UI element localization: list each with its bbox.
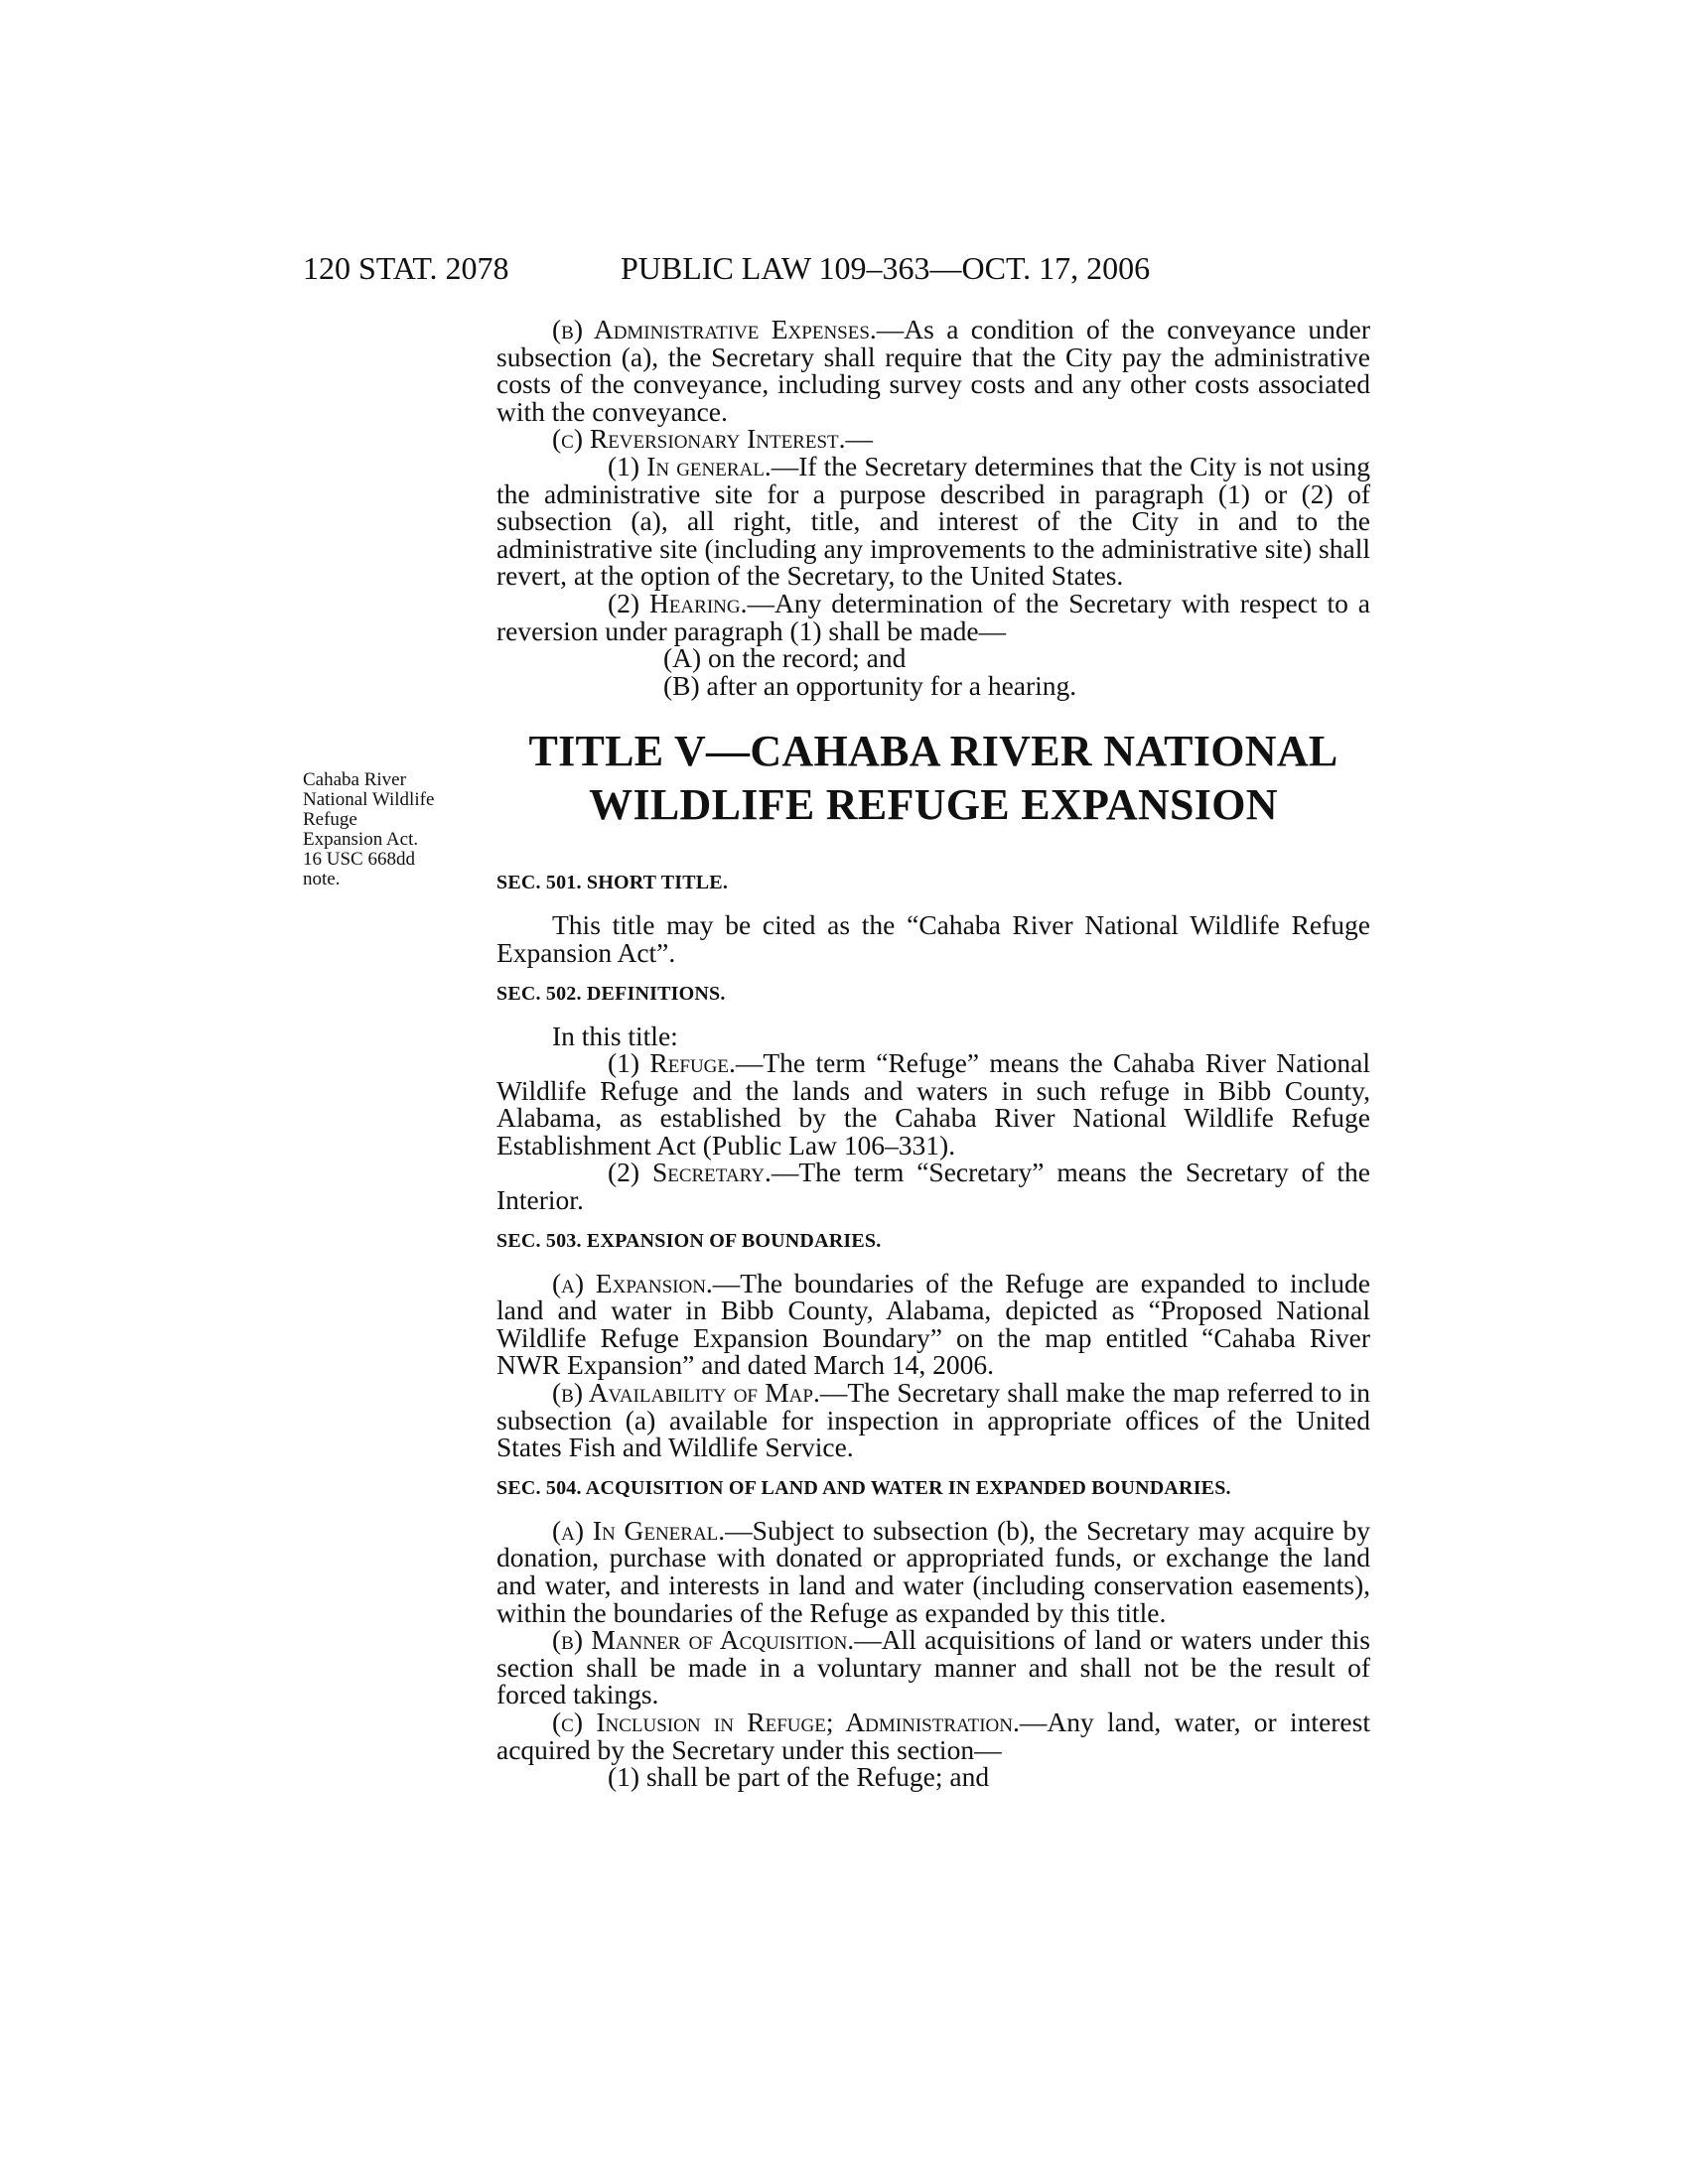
margin-note-line: National Wildlife <box>303 789 435 810</box>
paragraph-c-reversionary-interest <box>496 425 1370 453</box>
paragraph-heading: (1) Refuge. <box>608 1047 736 1079</box>
paragraph-text: —The Secretary shall make the map referred to in subsection (a) available for inspection in appropriate offices of the United States Fish and Wildlife Service. <box>496 1377 1370 1463</box>
paragraph-text: —All acquisitions of land or waters under this section shall be made in a voluntary manner and shall not be the result of forced takings. <box>496 1624 1370 1710</box>
definition-refuge <box>496 1049 1370 1159</box>
section-504-b <box>496 1626 1370 1708</box>
margin-note-line: 16 USC 668dd <box>303 849 415 870</box>
title-line: WILDLIFE REFUGE EXPANSION <box>589 780 1278 830</box>
paragraph-text: —The boundaries of the Refuge are expanded to include land and water in Bibb County, Alabama, depicted as “Proposed National Wildlife Refuge Expansion Boundary” on the map entitled “Cahaba River NWR Expansion” and dated March 14, 2006. <box>496 1267 1370 1381</box>
subsection-heading: (c) Reversionary Interest. <box>552 423 846 455</box>
section-502-intro: In this title: <box>552 1020 678 1051</box>
subsection-heading: (b) Manner of Acquisition. <box>552 1624 855 1656</box>
section-503-a <box>496 1267 1370 1381</box>
section-504-c <box>496 1708 1370 1763</box>
paragraph-text: —Any determination of the Secretary with respect to a reversion under paragraph (1) shall be made— <box>496 587 1370 646</box>
subparagraph-a: (A) on the record; and <box>663 642 907 674</box>
public-law-citation: PUBLIC LAW 109–363—OCT. 17, 2006 <box>621 250 1151 286</box>
section-504-c1: (1) shall be part of the Refuge; and <box>608 1761 990 1793</box>
section-503-b <box>496 1379 1370 1461</box>
paragraph-text: —As a condition of the conveyance under subsection (a), the Secretary shall require that the City pay the administrative costs of the conveyance, including survey costs and any other costs associated with the conveyance. <box>496 314 1370 427</box>
section-heading-504: SEC. 504. ACQUISITION OF LAND AND WATER IN EXPANDED BOUNDARIES. <box>496 1476 1231 1499</box>
margin-note-line: Refuge <box>303 809 357 830</box>
subsection-heading: (a) Expansion. <box>552 1267 713 1298</box>
paragraph-text: —Any land, water, or interest acquired by the Secretary under this section— <box>496 1706 1370 1765</box>
paragraph-text: —Subject to subsection (b), the Secretary may acquire by donation, purchase with donated or appropriated funds, or exchange the land and water, and interests in land and water (including conservation easements), within the boundaries of the Refuge as expanded by this title. <box>496 1514 1370 1628</box>
subparagraph-b: (B) after an opportunity for a hearing. <box>663 669 1077 701</box>
margin-note <box>303 770 472 889</box>
paragraph-text: — <box>845 423 874 455</box>
definition-secretary <box>496 1157 1370 1216</box>
section-heading-501: SEC. 501. SHORT TITLE. <box>496 872 729 894</box>
section-heading-503: SEC. 503. EXPANSION OF BOUNDARIES. <box>496 1229 882 1252</box>
subsection-heading: (c) Inclusion in Refuge; Administration. <box>552 1706 1020 1737</box>
title-line: TITLE V—CAHABA RIVER NATIONAL <box>528 727 1338 776</box>
document-body <box>496 316 1370 1791</box>
subsection-heading: (a) In General. <box>552 1514 726 1546</box>
paragraph-text: —If the Secretary determines that the City is not using the administrative site for a purpose described in paragraph (1) or (2) of subsection (a), all right, title, and interest of the City in and to the administrative site (including any improvements to the administrative site) shall revert, at the option of the Secretary, to the United States. <box>496 450 1370 592</box>
section-501-text: This title may be cited as the “Cahaba River National Wildlife Refuge Expansion Act”. <box>496 909 1370 968</box>
paragraph-c1-in-general <box>496 450 1370 592</box>
section-heading-502: SEC. 502. DEFINITIONS. <box>496 982 726 1005</box>
paragraph-heading: (2) Hearing. <box>608 587 748 618</box>
paragraph-heading: (1) In general. <box>608 450 772 481</box>
paragraph-b-administrative-expenses <box>496 316 1370 425</box>
title-heading <box>496 725 1370 832</box>
section-504-a <box>496 1514 1370 1628</box>
running-header <box>303 248 1370 288</box>
paragraph-text: —The term “Secretary” means the Secretary of the Interior. <box>496 1157 1370 1216</box>
margin-note-line: note. <box>303 869 341 889</box>
statute-page-number: 120 STAT. 2078 <box>303 250 509 286</box>
paragraph-text: —The term “Refuge” means the Cahaba River National Wildlife Refuge and the lands and waters in such refuge in Bibb County, Alabama, as established by the Cahaba River National Wildlife Refuge Establishment Act (Public Law 106–331). <box>496 1047 1370 1160</box>
subsection-heading: (b) Administrative Expenses. <box>552 314 877 344</box>
paragraph-c2-hearing <box>496 587 1370 646</box>
subsection-heading: (b) Availability of Map. <box>552 1377 820 1409</box>
margin-note-line: Cahaba River <box>303 769 406 790</box>
paragraph-heading: (2) Secretary. <box>608 1157 772 1188</box>
margin-note-line: Expansion Act. <box>303 829 419 850</box>
